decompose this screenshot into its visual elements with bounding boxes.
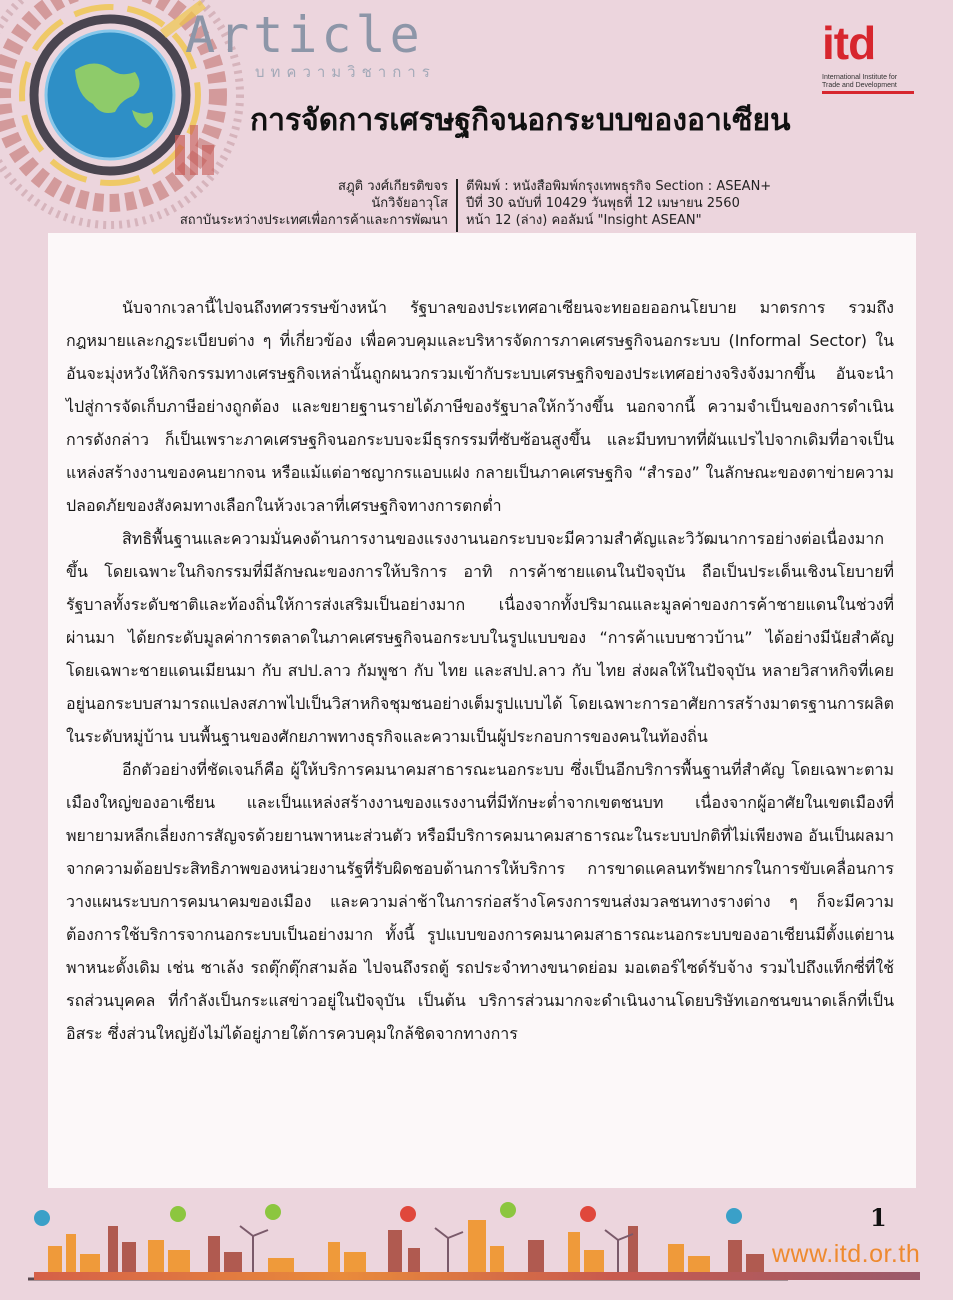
article-label: Article — [185, 6, 424, 64]
paragraph-3: อีกตัวอย่างที่ชัดเจนก็คือ ผู้ให้บริการคมนาคมสาธารณะนอกระบบ ซึ่งเป็นอีกบริการพื้นฐานที่สำคัญ โดยเฉพาะตามเมืองใหญ่ของอาเซียน และเป็นแหล่งสร้างงานของแรงงานที่มีทักษะต่ำจากเขตชนบท เนื่องจากผู้อาศัยในเขตเมืองที่พยายามหลีกเลี่ยงการสัญจรด้วยยานพาหนะส่วนตัว หรือมีบริการคมนาคมสาธารณะในระบบปกติที่ไม่เพียงพอ อันเป็นผลมาจากความด้อยประสิทธิภาพของหน่วยงานรัฐที่รับผิดชอบด้านการให้บริการ การขาดแคลนทรัพยากรในการขับเคลื่อนการวางแผนระบบการคมนาคมของเมือง และความล่าช้าในการก่อสร้างโครงการขนส่งมวลชนทางรางต่าง ๆ ก็จะมีความต้องการใช้บริการจากนอกระบบเป็นอย่างมาก ทั้งนี้ รูปแบบของการคมนาคมสาธารณะนอกระบบของอาเซียนมีตั้งแต่ยานพาหนะดั้งเดิม เช่น ซาเล้ง รถตุ๊กตุ๊กสามล้อ ไปจนถึงรถตู้ รถประจำทางขนาดย่อม มอเตอร์ไซด์รับจ้าง รวมไปถึงแท็กซี่ที่ใช้รถส่วนบุคคล ที่กำลังเป็นกระแสข่าวอยู่ในปัจจุบัน เป็นต้น บริการส่วนมากจะดำเนินงานโดยบริษัทเอกชนขนาดเล็กที่เป็นอิสระ ซึ่งส่วนใหญ่ยังไม่ได้อยู่ภายใต้การควบคุมใกล้ชิดจากทางการ — [66, 760, 894, 1043]
article-sublabel: บทความวิชาการ — [255, 63, 436, 81]
author-name: สฎุติ วงศ์เกียรติขจร — [338, 179, 448, 194]
header — [0, 0, 953, 235]
itd-logo-line-1: International Institute for — [822, 74, 898, 81]
itd-logo-underline — [822, 91, 914, 94]
itd-logo-letters: itd — [822, 17, 876, 69]
paragraph-1: นับจากเวลานี้ไปจนถึงทศวรรษข้างหน้า รัฐบาลของประเทศอาเซียนจะทยอยออกนโยบาย มาตรการ รวมถึงกฎหมายและกฎระเบียบต่าง ๆ ที่เกี่ยวข้อง เพื่อควบคุมและบริหารจัดการภาคเศรษฐกิจนอกระบบ (Informal Sector) ในอันจะมุ่งหวังให้กิจกรรมทางเศรษฐกิจเหล่านั้นถูกผนวกรวมเข้ากับระบบเศรษฐกิจของประเทศอย่างจริงจังมากขึ้น อันจะนำไปสู่การจัดเก็บภาษีอย่างถูกต้อง และขยายฐานรายได้ภาษีของรัฐบาลให้กว้างขึ้น นอกจากนี้ ความจำเป็นของการดำเนินการดังกล่าว ก็เป็นเพราะภาคเศรษฐกิจนอกระบบจะมีธุรกรรมที่ซับซ้อนสูงขึ้น และมีบทบาทที่ผันแปรไปจากเดิมที่อาจเป็นแหล่งสร้างงานของคนยากจน หรือแม้แต่อาชญากรแอบแฝง กลายเป็นภาคเศรษฐกิจ “สำรอง” ในลักษณะของตาข่ายความปลอดภัยของสังคมทางเลือกในห้วงเวลาที่เศรษฐกิจทางการตกต่ำ — [66, 298, 894, 515]
page-title: การจัดการเศรษฐกิจนอกระบบของอาเซียน — [250, 103, 791, 138]
byline-divider — [456, 179, 458, 232]
itd-logo-line-2: Trade and Development — [822, 82, 897, 89]
publication-column: หน้า 12 (ล่าง) คอลัมน์ "Insight ASEAN" — [466, 213, 702, 228]
website-link[interactable]: www.itd.or.th — [772, 1240, 921, 1268]
publication-info — [466, 178, 906, 229]
publication-source: ตีพิมพ์ : หนังสือพิมพ์กรุงเทพธุรกิจ Section : ASEAN+ — [466, 179, 772, 194]
page-number: 1 — [870, 1203, 887, 1232]
author-organization: สถาบันระหว่างประเทศเพื่อการค้าและการพัฒนา — [179, 213, 448, 228]
footer-color-stripe — [34, 1272, 920, 1280]
itd-logo — [820, 16, 920, 98]
author-role: นักวิจัยอาวุโส — [371, 196, 448, 211]
article-body — [48, 233, 916, 1188]
author-byline — [120, 178, 448, 229]
paragraph-2: สิทธิพื้นฐานและความมั่นคงด้านการงานของแรงงานนอกระบบจะมีความสำคัญและวิวัฒนาการอย่างต่อเนื่องมากขึ้น โดยเฉพาะในกิจกรรมที่มีลักษณะของการให้บริการ อาทิ การค้าชายแดนในปัจจุบัน ถือเป็นประเด็นเชิงนโยบายที่รัฐบาลทั้งระดับชาติและท้องถิ่นให้การส่งเสริมเป็นอย่างมาก เนื่องจากทั้งปริมาณและมูลค่าของการค้าชายแดนในช่วงที่ผ่านมา ได้ยกระดับมูลค่าการตลาดในภาคเศรษฐกิจนอกระบบในรูปแบบของ “การค้าแบบชาวบ้าน” ได้อย่างมีนัยสำคัญ โดยเฉพาะชายแดนเมียนมา กับ สปป.ลาว กัมพูชา กับ ไทย และสปป.ลาว กับ ไทย ส่งผลให้ในปัจจุบัน หลายวิสาหกิจที่เคยอยู่นอกระบบสามารถแปลงสภาพไปเป็นวิสาหกิจชุมชนอย่างเต็มรูปแบบได้ โดยเฉพาะการอาศัยการสร้างมาตรฐานการผลิตในระดับหมู่บ้าน บนพื้นฐานของศักยภาพทางธุรกิจและความเป็นผู้ประกอบการของคนในท้องถิ่น — [66, 529, 894, 746]
publication-issue: ปีที่ 30 ฉบับที่ 10429 วันพุธที่ 12 เมษายน 2560 — [466, 196, 740, 211]
